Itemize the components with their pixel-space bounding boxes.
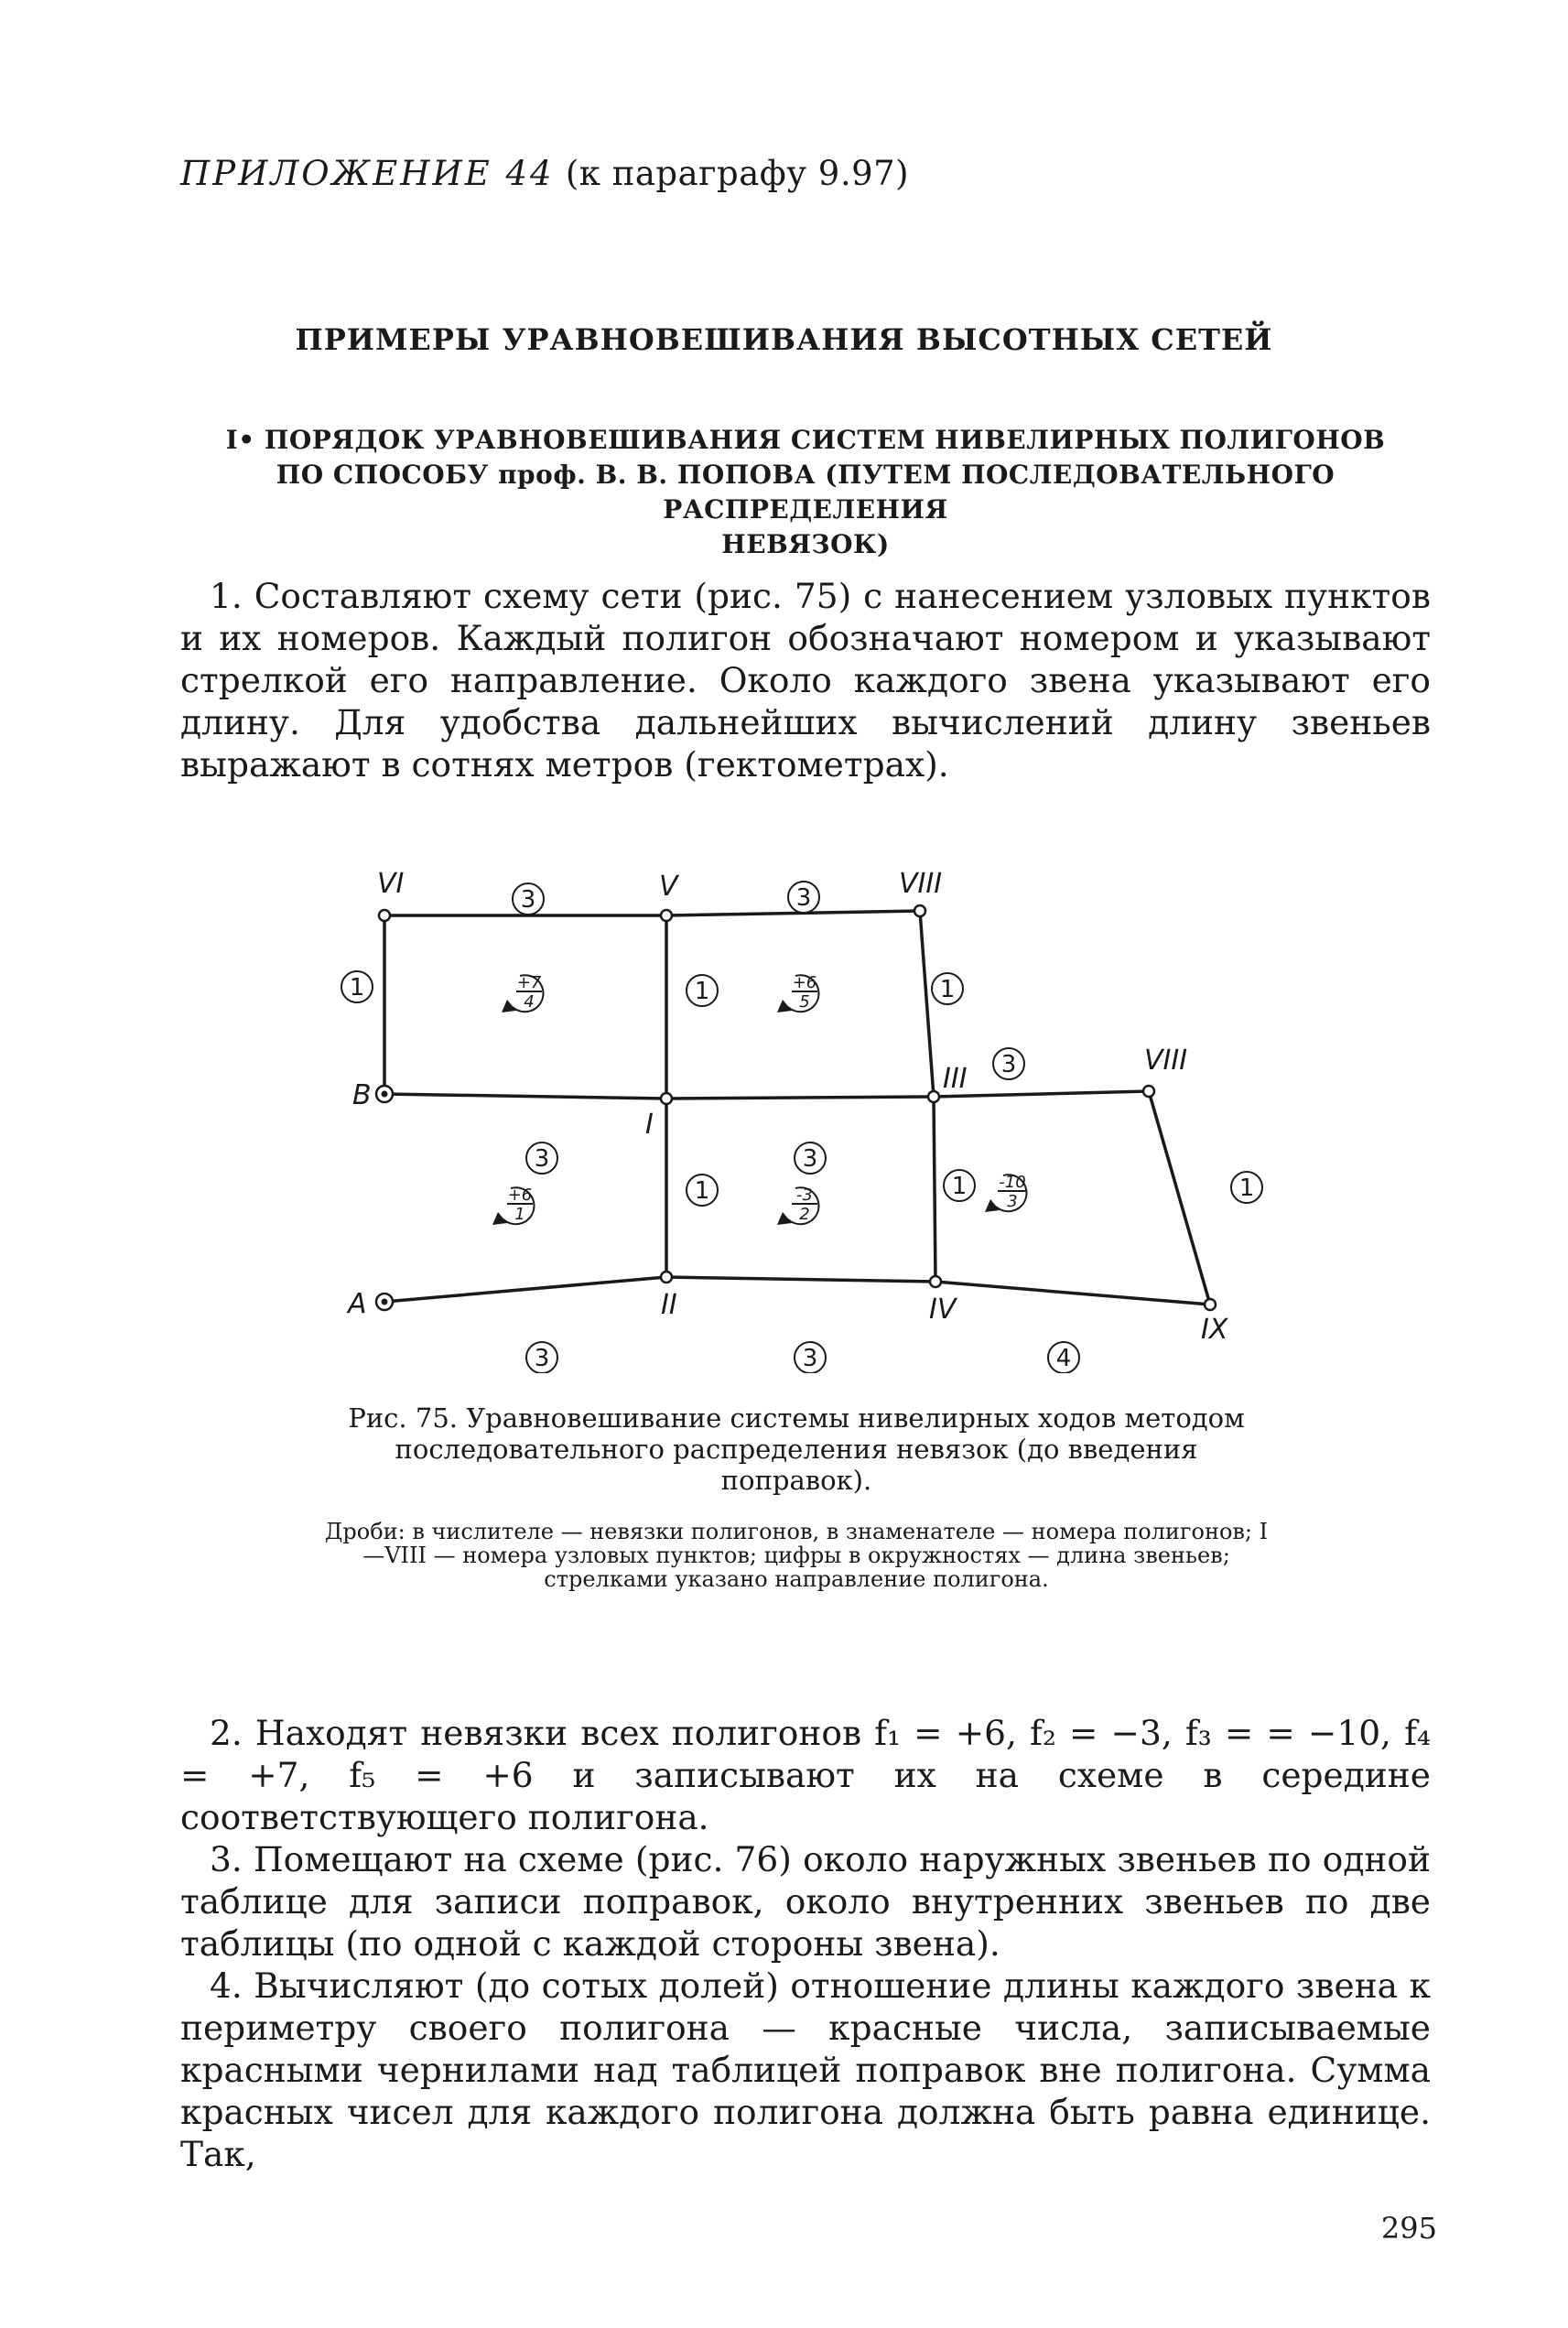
length-II-IV: 3 — [802, 1345, 818, 1372]
paragraph-4: 4. Вычисляют (до сотых долей) отношение длины каждого звена к периметру своего полигона — красные числа, записываемые красными чернилами над таблицей поправок вне полигона. Сумма красных чисел для каждого полигона должна быть равна единице. Так, — [180, 1965, 1431, 2174]
label-V: V — [659, 871, 678, 903]
polygon-3-number: 3 — [1007, 1192, 1018, 1211]
appendix-label: ПРИЛОЖЕНИЕ 44 — [180, 154, 555, 193]
length-III-VIII: 3 — [1000, 1051, 1017, 1078]
length-III-IV: 1 — [951, 1173, 968, 1200]
length-I-II: 1 — [694, 1177, 710, 1205]
label-VI: VI — [377, 868, 405, 900]
node-V — [661, 910, 672, 921]
length-VIII-IX: 1 — [1238, 1175, 1255, 1202]
paragraph-1-text: 1. Составляют схему сети (рис. 75) с нанесением узловых пунктов и их номеров. Каждый полигон обозначают номером и указывают стрелкой его направление. Около каждого звена указывают его длину. Для удобства дальнейших вычислений длину звеньев выражают в сотнях метров (гектометрах). — [180, 576, 1431, 785]
label-I: I — [645, 1109, 654, 1141]
label-II: II — [661, 1289, 677, 1321]
node-VI — [379, 910, 390, 921]
edge-III-IV — [934, 1097, 935, 1282]
polygon-4-number: 4 — [524, 992, 535, 1012]
paragraph-3: 3. Помещают на схеме (рис. 76) около наружных звеньев по одной таблице для записи поправок, около внутренних звеньев по две таблицы (по одной с каждой стороны звена). — [180, 1839, 1431, 1964]
node-II — [661, 1272, 672, 1283]
polygon-3-misclosure: -10 — [999, 1173, 1026, 1192]
polygon-1-number: 1 — [514, 1205, 525, 1224]
label-IX: IX — [1201, 1314, 1228, 1346]
edge-middle — [384, 1091, 1149, 1099]
figure-caption: Рис. 75. Уравновешивание системы нивелирных ходов методом последовательного распределения невязок (до введения поправок). — [348, 1402, 1245, 1496]
paragraph-2: 2. Находят невязки всех полигонов f₁ = +6, f₂ = −3, f₃ = = −10, f₄ = +7, f₅ = +6 и записывают их на схеме в середине соответствующего полигона. — [180, 1713, 1431, 1837]
polygon-1-misclosure: +6 — [507, 1186, 533, 1205]
node-I — [661, 1093, 672, 1104]
section-title: ПРИМЕРЫ УРАВНОВЕШИВАНИЯ ВЫСОТНЫХ СЕТЕЙ — [295, 322, 1273, 357]
length-I-III: 3 — [802, 1145, 818, 1173]
appendix-heading — [180, 154, 909, 193]
polygon-2-misclosure: -3 — [796, 1186, 813, 1205]
node-IV — [930, 1276, 941, 1287]
polygon-5-number: 5 — [799, 992, 810, 1012]
subtitle-line-3: НЕВЯЗОК) — [721, 529, 890, 559]
appendix-ref: (к параграфу 9.97) — [565, 154, 910, 193]
length-VI-V: 3 — [520, 886, 536, 914]
subsection-title — [183, 423, 1428, 562]
length-VI-B: 1 — [349, 974, 365, 1002]
edge-VIII-III — [920, 911, 934, 1097]
length-B-I: 3 — [534, 1145, 550, 1173]
label-VIII-top: VIII — [899, 868, 943, 900]
label-B: B — [352, 1079, 372, 1111]
node-VIII-right — [1143, 1086, 1154, 1097]
polygon-4-misclosure: +7 — [516, 973, 542, 992]
polygon-5-misclosure: +6 — [792, 973, 817, 992]
subtitle-line-1: I• ПОРЯДОК УРАВНОВЕШИВАНИЯ СИСТЕМ НИВЕЛИРНЫХ ПОЛИГОНОВ — [225, 425, 1386, 455]
label-III: III — [943, 1063, 968, 1095]
node-VIII-top — [914, 905, 925, 916]
polygon-2-number: 2 — [799, 1205, 810, 1224]
edge-bottom — [384, 1277, 1210, 1305]
subtitle-line-2: ПО СПОСОБУ проф. В. В. ПОПОВА (ПУТЕМ ПОСЛЕДОВАТЕЛЬНОГО РАСПРЕДЕЛЕНИЯ — [276, 460, 1336, 525]
length-V-VIII: 3 — [795, 884, 812, 912]
paragraphs-2-4 — [180, 1712, 1431, 2175]
node-IX — [1205, 1299, 1216, 1310]
figure-caption-note: Дроби: в числителе — невязки полигонов, в знаменателе — номера полигонов; I—VIII — номера узловых пунктов; цифры в окружностях — длина звеньев; стрелками указано направление полигона. — [324, 1519, 1269, 1592]
page-number: 295 — [1380, 2211, 1437, 2246]
length-V-I: 1 — [694, 978, 710, 1005]
length-IV-IX: 4 — [1055, 1345, 1072, 1372]
label-IV: IV — [929, 1294, 957, 1326]
edge-top — [384, 911, 920, 915]
edge-VIII-IX — [1149, 1091, 1210, 1305]
figure-75-network-diagram — [320, 861, 1272, 1373]
length-VIII-III: 1 — [939, 976, 956, 1003]
label-A: A — [348, 1288, 367, 1320]
length-A-II: 3 — [534, 1345, 550, 1372]
node-III — [928, 1091, 939, 1102]
paragraph-1 — [180, 575, 1431, 785]
label-VIII-right: VIII — [1144, 1045, 1188, 1077]
